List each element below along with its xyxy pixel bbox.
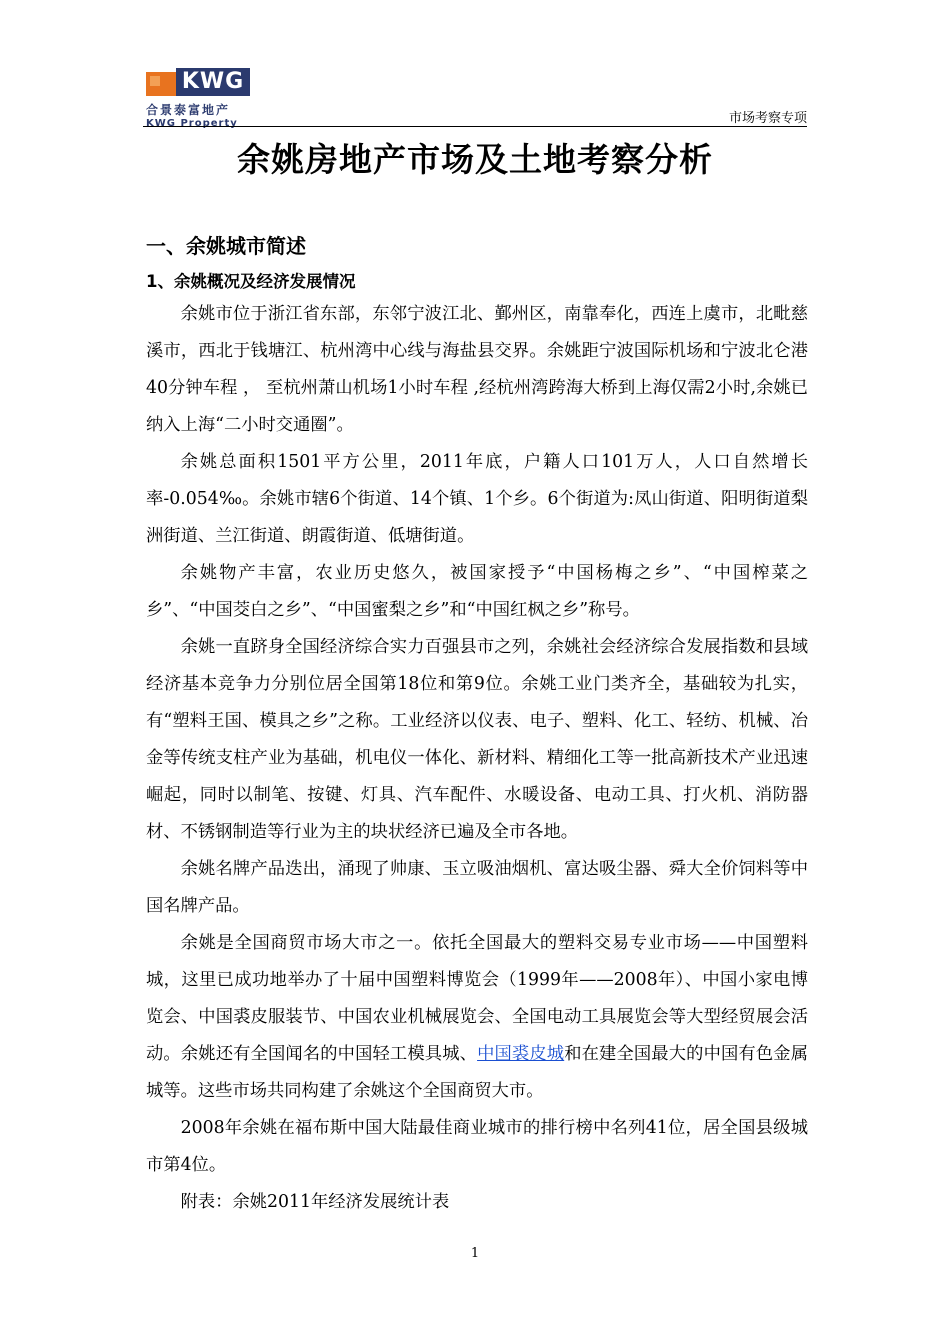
trade-text-before-link: 余姚是全国商贸市场大市之一。依托全国最大的塑料交易专业市场——中国塑料城，这里已成功地举办了十届中国塑料博览会（1999年——2008年）、中国小家电博览会、中国裘皮服装节、中国农业机械展览会、全国电动工具展览会等大型经贸展会活动。余姚还有全国闻名的中国轻工模具城、 (146, 933, 808, 1064)
fur-city-link[interactable]: 中国裘皮城 (477, 1044, 565, 1064)
paragraph-location: 余姚市位于浙江省东部，东邻宁波江北、鄞州区，南靠奉化，西连上虞市，北毗慈溪市，西北于钱塘江、杭州湾中心线与海盐县交界。余姚距宁波国际机场和宁波北仑港40分钟车程 ， 至杭州萧山机场1小时车程 ,经杭州湾跨海大桥到上海仅需2小时,余姚已纳入上海“二小时交通圈”。 (146, 304, 808, 435)
paragraph-brands: 余姚名牌产品迭出，涌现了帅康、玉立吸油烟机、富达吸尘器、舜大全价饲料等中国名牌产品。 (146, 859, 808, 916)
company-logo (146, 68, 256, 130)
logo-light-block (150, 76, 160, 86)
paragraph-agriculture: 余姚物产丰富，农业历史悠久，被国家授予“中国杨梅之乡”、“中国榨菜之乡”、“中国茭白之乡”、“中国蜜梨之乡”和“中国红枫之乡”称号。 (146, 563, 808, 620)
logo-chinese-name: 合景泰富地产 (146, 103, 231, 117)
paragraph-ranking: 2008年余姚在福布斯中国大陆最佳商业城市的排行榜中名列41位，居全国县级城市第4位。 (146, 1118, 808, 1175)
header-divider (143, 126, 807, 127)
logo-mark-text: KWG (176, 68, 250, 96)
logo-english-name: KWG Property (146, 118, 238, 129)
body-text (146, 296, 808, 1221)
subsection-heading: 1、余姚概况及经济发展情况 (146, 272, 356, 291)
appendix-note: 附表：余姚2011年经济发展统计表 (180, 1192, 450, 1212)
page-number: 1 (470, 1246, 480, 1261)
paragraph-area-population: 余姚总面积1501平方公里，2011年底，户籍人口101万人，人口自然增长率-0.054‰。余姚市辖6个街道、14个镇、1个乡。6个街道为:凤山街道、阳明街道梨洲街道、兰江街道、朗霞街道、低塘街道。 (146, 452, 808, 546)
page-title: 余姚房地产市场及土地考察分析 (237, 140, 713, 179)
section-heading: 一、余姚城市简述 (146, 234, 306, 258)
paragraph-trade (146, 925, 808, 1110)
logo-mark (146, 68, 256, 98)
paragraph-industry: 余姚一直跻身全国经济综合实力百强县市之列，余姚社会经济综合发展指数和县域经济基本竞争力分别位居全国第18位和第9位。余姚工业门类齐全，基础较为扎实，有“塑料王国、模具之乡”之称。工业经济以仪表、电子、塑料、化工、轻纺、机械、冶金等传统支柱产业为基础，机电仪一体化、新材料、精细化工等一批高新技术产业迅速崛起，同时以制笔、按键、灯具、汽车配件、水暖设备、电动工具、打火机、消防器材、不锈钢制造等行业为主的块状经济已遍及全市各地。 (146, 637, 808, 842)
header-label: 市场考察专项 (728, 111, 807, 126)
trade-text-after-link: 和在建全国最大的中国有色金属城等。这些市场共同构建了余姚这个全国商贸大市。 (146, 1044, 808, 1101)
